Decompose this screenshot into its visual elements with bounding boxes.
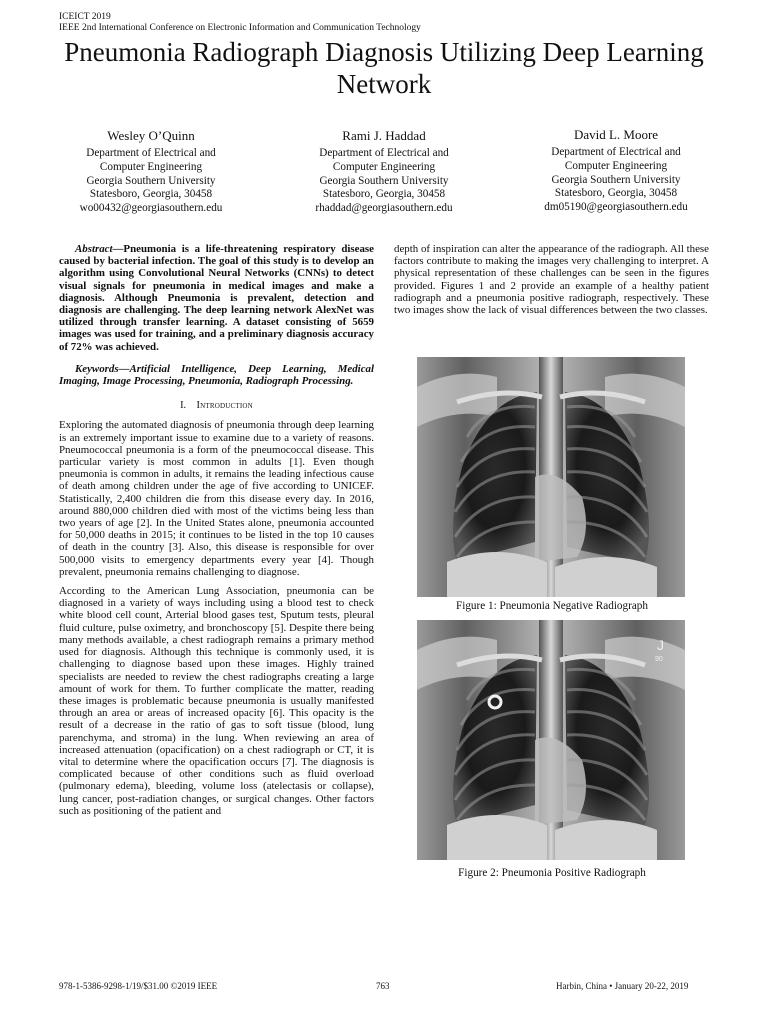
author-univ: Georgia Southern University — [319, 174, 449, 187]
section-heading — [59, 400, 374, 412]
right-column — [394, 243, 709, 316]
section-number: I. — [180, 400, 187, 412]
side-marker: J — [657, 637, 664, 653]
paper-title: Pneumonia Radiograph Diagnosis Utilizing Deep Learning Network — [64, 37, 704, 99]
abstract — [59, 243, 374, 353]
intro-paragraph-3: depth of inspiration can alter the appearance of the radiograph. All these factors contribute to making the images very challenging to interpret. A physical representation of these challenges can be seen in the figures provided. Figures 1 and 2 provide an example of a healthy patient radiograph and a pneumonia positive radiograph, respectively. These two images show the lack of visual differences between the two classes. — [394, 243, 709, 317]
footer-venue: Harbin, China • January 20-22, 2019 — [556, 981, 689, 991]
abstract-text: —Pneumonia is a life-threatening respiratory disease caused by bacterial infection. The goal of this study is to develop an algorithm using Convolutional Neural Networks (CNNs) to detect visual signals for pneumonia in medical images and make a diagnosis. Although Pneumonia is prevalent, detection and diagnosis are challenging. The deep learning network AlexNet was utilized through transfer learning. A dataset consisting of 5659 images was used for training, and a preliminary diagnosis accuracy of 72% was achieved. — [59, 243, 374, 353]
author-dept: Department of Electrical and — [551, 146, 681, 158]
abstract-label: Abstract — [75, 243, 113, 255]
author-name: David L. Moore — [573, 127, 659, 142]
side-marker-number: 90 — [655, 656, 663, 663]
radiograph-negative — [417, 357, 685, 597]
author-block-3 — [516, 127, 716, 215]
author-univ: Georgia Southern University — [551, 173, 681, 186]
page-number: 763 — [376, 981, 390, 991]
radiograph-positive — [417, 620, 685, 860]
author-dept: Computer Engineering — [99, 160, 203, 173]
author-email: rhaddad@georgiasouthern.edu — [315, 202, 453, 215]
author-dept: Department of Electrical and — [86, 147, 216, 159]
author-city: Statesboro, Georgia, 30458 — [89, 188, 213, 201]
conference-acronym: ICEICT 2019 — [59, 12, 111, 22]
figure-1-caption: Figure 1: Pneumonia Negative Radiograph — [455, 600, 648, 612]
keywords — [59, 363, 374, 387]
author-name: Wesley O’Quinn — [107, 128, 195, 143]
author-univ: Georgia Southern University — [86, 174, 216, 187]
section-title: Introduction — [196, 400, 253, 412]
left-column — [59, 243, 374, 817]
figure-1-image — [417, 357, 685, 597]
author-city: Statesboro, Georgia, 30458 — [554, 187, 678, 200]
author-block-1 — [51, 128, 251, 216]
author-block-2 — [284, 128, 484, 216]
author-name: Rami J. Haddad — [342, 128, 426, 143]
intro-paragraph-2: According to the American Lung Association, pneumonia can be diagnosed in a variety of ways including using a blood test to check white blood cell count, Arterial blood gases test, Sputum tests, pleural fluid culture, pulse oximetry, and bronchoscopy [5]. Despite there being many methods available, a chest radiograph remains a primary method used for diagnosis. Although this technique is commonly used, it is challenging to diagnose based upon these images. Highly trained specialists are needed to review the chest radiographs creating a large amount of work for them. To further complicate the matter, reading these images is problematic because pneumonia is usually manifested through an area or areas of increased opacity [6]. This opacity is the result of a decrease in the ratio of gas to soft tissue (blood, lung parenchyma, and stroma) in the lung. When reviewing an area of increased attenuation (opacification) on a chest radiograph or CT, it is vital to determine where the opacification occurs [7]. The diagnosis is complicated because of other conditions such as fluid overload (pulmonary edema), bleeding, volume loss (atelectasis or collapse), lung cancer, post-radiation changes, or surgical changes. Other factors such as positioning of the patient and — [59, 585, 374, 817]
intro-paragraph-1: Exploring the automated diagnosis of pneumonia through deep learning is an extremely important issue to examine due to a variety of reasons. Pneumococcal pneumonia is a form of the pneumococcal disease. This particular variety is most common in adults [1]. Even though pneumonia is common in adults, it remains the leading infectious cause of death among children under the age of five according to UNICEF. Statistically, 2,400 children die from this disease every day. In 2016, around 880,000 children died with most of the victims being less than two years of age [2]. In the United States alone, pneumonia accounted for 50,000 deaths in 2015; it continues to be listed in the top 10 causes of death in the country [3]. Also, this disease is responsible for over 500,000 visits to emergency departments every year [4]. Though prevalent, pneumonia remains challenging to diagnose. — [59, 419, 374, 578]
figure-2-image — [417, 620, 685, 860]
author-dept: Computer Engineering — [564, 159, 668, 172]
author-city: Statesboro, Georgia, 30458 — [322, 188, 446, 201]
author-email: wo00432@georgiasouthern.edu — [79, 202, 223, 215]
keywords-text: —Artificial Intelligence, Deep Learning, Medical Imaging, Image Processing, Pneumonia, Radiograph Processing. — [59, 362, 374, 388]
footer-copyright: 978-1-5386-9298-1/19/$31.00 ©2019 IEEE — [59, 981, 218, 991]
author-dept: Department of Electrical and — [319, 147, 449, 159]
author-email: dm05190@georgiasouthern.edu — [544, 201, 688, 214]
conference-name: IEEE 2nd International Conference on Electronic Information and Communication Technology — [59, 23, 421, 33]
keywords-label: Keywords — [75, 362, 119, 375]
figure-2-caption: Figure 2: Pneumonia Positive Radiograph — [458, 867, 646, 879]
author-dept: Computer Engineering — [332, 160, 436, 173]
